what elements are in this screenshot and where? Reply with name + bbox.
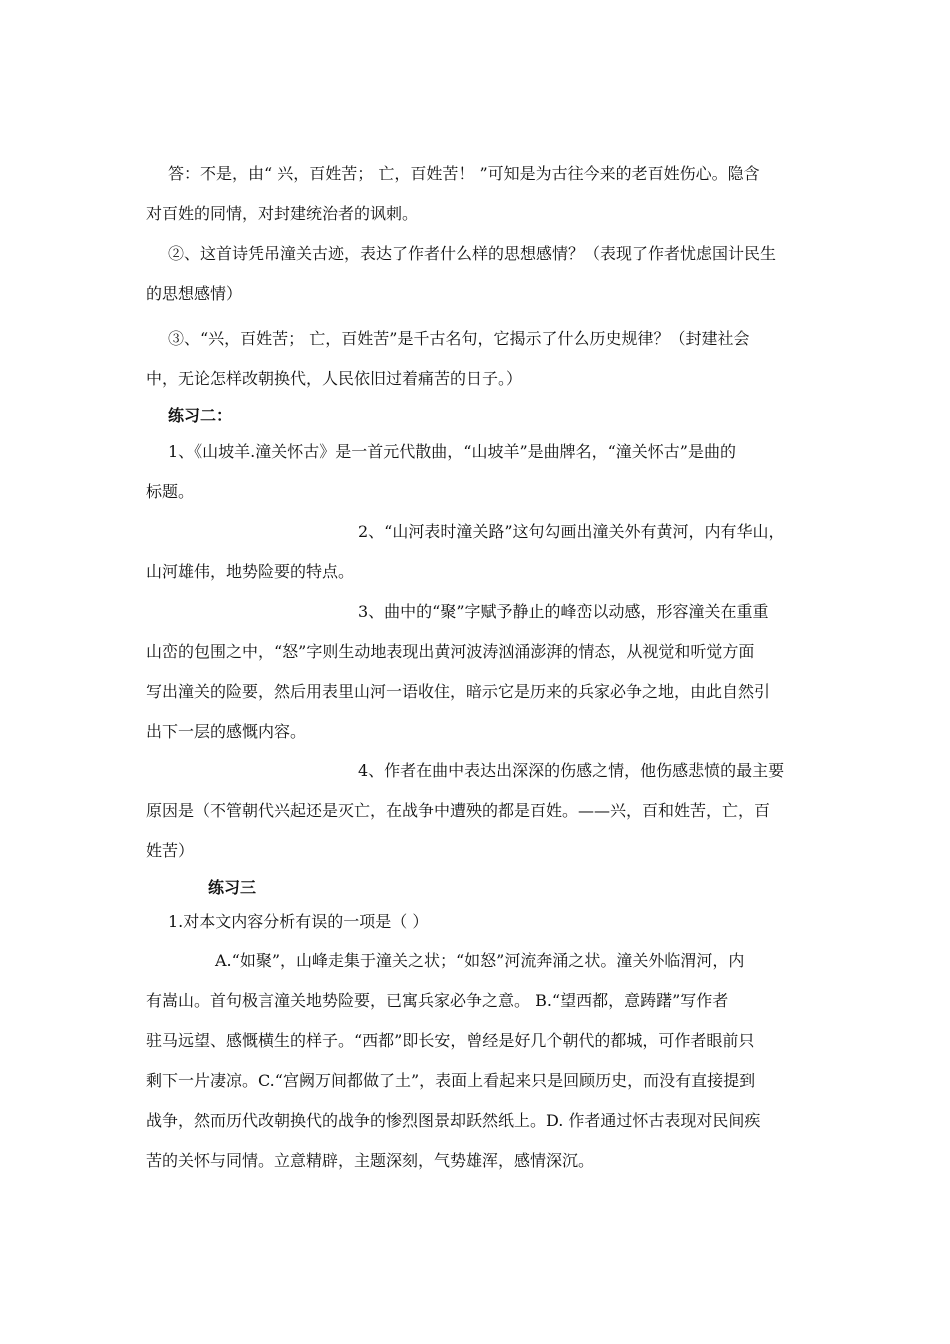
exercise-3-option-line-3: 驻马远望、感慨横生的样子。“西都”即长安，曾经是好几个朝代的都城，可作者眼前只 [146, 1031, 755, 1050]
exercise-3-option-line-2: 有嵩山。首句极言潼关地势险要，已寓兵家必争之意。 B.“望西都，意踌躇”写作者 [146, 991, 729, 1010]
question-2-line-1: ②、这首诗凭吊潼关古迹，表达了作者什么样的思想感情？（表现了作者忧虑国计民生 [168, 244, 777, 263]
section-heading-exercise-3: 练习三 [208, 878, 257, 897]
exercise-3-option-line-1: A.“如聚”，山峰走集于潼关之状；“如怒”河流奔涌之状。潼关外临渭河，内 [215, 951, 745, 970]
exercise-2-item-4-line-3: 姓苦） [146, 841, 195, 860]
exercise-2-item-3-line-3: 写出潼关的险要，然后用表里山河一语收住，暗示它是历来的兵家必争之地，由此自然引 [146, 682, 771, 701]
question-2-line-2: 的思想感情） [146, 284, 243, 303]
exercise-2-item-4-line-1: 4、作者在曲中表达出深深的伤感之情，他伤感悲愤的最主要 [358, 761, 785, 780]
question-3-line-2: 中，无论怎样改朝换代，人民依旧过着痛苦的日子。） [146, 369, 523, 388]
exercise-2-item-3-line-4: 出下一层的感慨内容。 [146, 722, 307, 741]
answer-line-2: 对百姓的同情，对封建统治者的讽刺。 [146, 204, 419, 223]
exercise-2-item-2-line-1: 2、“山河表时潼关路”这句勾画出潼关外有黄河，内有华山， [358, 522, 785, 541]
answer-line-1: 答：不是，由“ 兴，百姓苦； 亡，百姓苦！ ”可知是为古往今来的老百姓伤心。隐含 [168, 164, 760, 183]
exercise-2-item-1-line-1: 1、《山坡羊.潼关怀古》是一首元代散曲，“山坡羊”是曲牌名，“潼关怀古”是曲的 [168, 442, 736, 461]
question-3-line-1: ③、“兴，百姓苦； 亡，百姓苦”是千古名句，它揭示了什么历史规律？（封建社会 [168, 329, 750, 348]
exercise-2-item-3-line-1: 3、曲中的“聚”字赋予静止的峰峦以动感，形容潼关在重重 [358, 602, 769, 621]
exercise-2-item-2-line-2: 山河雄伟，地势险要的特点。 [146, 562, 355, 581]
exercise-3-option-line-6: 苦的关怀与同情。立意精辟，主题深刻，气势雄浑，感情深沉。 [146, 1151, 595, 1170]
section-heading-exercise-2: 练习二： [168, 406, 233, 425]
exercise-2-item-1-line-2: 标题。 [146, 482, 195, 501]
exercise-3-option-line-5: 战争，然而历代改朝换代的战争的惨烈图景却跃然纸上。D. 作者通过怀古表现对民间疾 [146, 1111, 761, 1130]
exercise-2-item-3-line-2: 山峦的包围之中，“怒”字则生动地表现出黄河波涛汹涌澎湃的情态，从视觉和听觉方面 [146, 642, 755, 661]
exercise-2-item-4-line-2: 原因是（不管朝代兴起还是灭亡，在战争中遭殃的都是百姓。——兴，百和姓苦，亡，百 [146, 801, 771, 820]
exercise-3-option-line-4: 剩下一片凄凉。C.“宫阙万间都做了土”，表面上看起来只是回顾历史，而没有直接提到 [146, 1071, 756, 1090]
exercise-3-question-1: 1.对本文内容分析有误的一项是（ ） [168, 912, 429, 931]
